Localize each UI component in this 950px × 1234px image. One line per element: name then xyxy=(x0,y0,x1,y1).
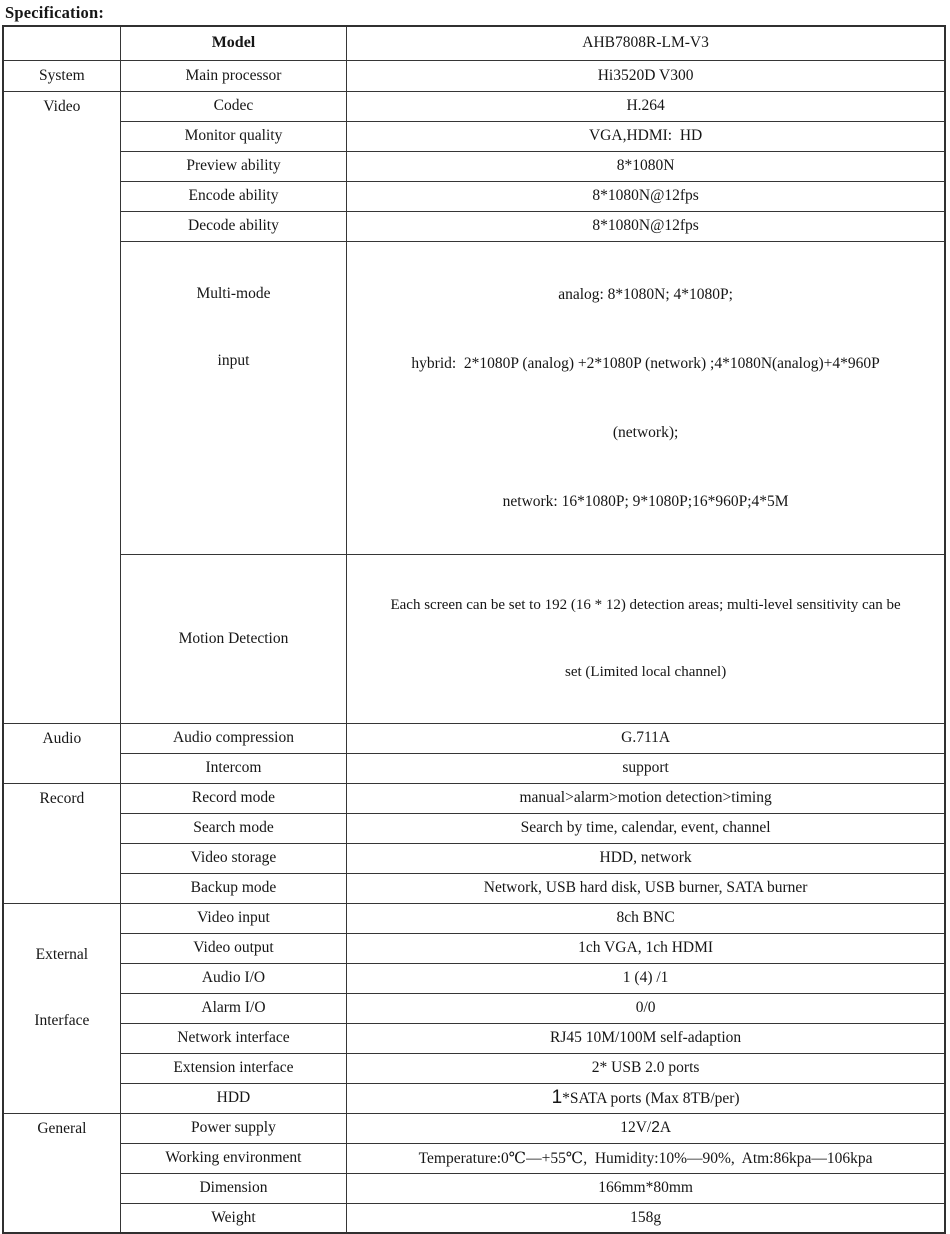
value-cell-decode-ability: 8*1080N@12fps xyxy=(347,211,945,241)
property-cell-preview-ability: Preview ability xyxy=(120,151,346,181)
value-cell-video-storage: HDD, network xyxy=(347,843,945,873)
value-cell-backup-mode: Network, USB hard disk, USB burner, SATA burner xyxy=(347,873,945,903)
value-cell-dimension: 166mm*80mm xyxy=(347,1173,945,1203)
property-cell-multi-mode-input: Multi-mode input xyxy=(120,241,346,554)
value-cell-power-supply: 12V/2A xyxy=(347,1113,945,1143)
value-cell-audio-io: 1 (4) /1 xyxy=(347,963,945,993)
property-cell-model: Model xyxy=(120,26,346,60)
property-cell-hdd: HDD xyxy=(120,1083,346,1113)
table-row-network-interface xyxy=(3,1023,945,1053)
category-cell-record: Record xyxy=(3,783,120,903)
property-cell-monitor-quality: Monitor quality xyxy=(120,121,346,151)
table-row-backup-mode xyxy=(3,873,945,903)
table-row-alarm-io xyxy=(3,993,945,1023)
property-cell-video-storage: Video storage xyxy=(120,843,346,873)
page-title: Specification: xyxy=(5,3,105,22)
property-cell-network-interface: Network interface xyxy=(120,1023,346,1053)
category-cell-audio: Audio xyxy=(3,723,120,783)
table-row-video-storage xyxy=(3,843,945,873)
property-cell-encode-ability: Encode ability xyxy=(120,181,346,211)
property-cell-dimension: Dimension xyxy=(120,1173,346,1203)
table-row-power-supply xyxy=(3,1113,945,1143)
value-cell-model: AHB7808R-LM-V3 xyxy=(347,26,945,60)
value-cell-extension-interface: 2* USB 2.0 ports xyxy=(347,1053,945,1083)
category-cell-external-interface: External Interface xyxy=(3,903,120,1113)
table-row-intercom xyxy=(3,753,945,783)
value-cell-main-processor: Hi3520D V300 xyxy=(347,60,945,91)
table-row-preview-ability xyxy=(3,151,945,181)
category-cell-video: Video xyxy=(3,91,120,723)
table-row-video-output xyxy=(3,933,945,963)
property-cell-main-processor: Main processor xyxy=(120,60,346,91)
property-cell-weight: Weight xyxy=(120,1203,346,1233)
value-cell-hdd: 1*SATA ports (Max 8TB/per) xyxy=(347,1083,945,1113)
table-row-hdd xyxy=(3,1083,945,1113)
value-cell-record-mode: manual>alarm>motion detection>timing xyxy=(347,783,945,813)
property-cell-audio-compression: Audio compression xyxy=(120,723,346,753)
table-row-multi-mode-input xyxy=(3,241,945,554)
value-cell-weight: 158g xyxy=(347,1203,945,1233)
table-row-monitor-quality xyxy=(3,121,945,151)
value-cell-working-environment: Temperature:0℃—+55℃, Humidity:10%—90%, Atm:86kpa—106kpa xyxy=(347,1143,945,1173)
value-cell-video-input: 8ch BNC xyxy=(347,903,945,933)
property-cell-record-mode: Record mode xyxy=(120,783,346,813)
value-cell-multi-mode-input: analog: 8*1080N; 4*1080P; hybrid: 2*1080P (analog) +2*1080P (network) ;4*1080N(analog)+4*960P (network); network: 16*1080P; 9*1080P;16*960P;4*5M xyxy=(347,241,945,554)
property-cell-backup-mode: Backup mode xyxy=(120,873,346,903)
property-cell-working-environment: Working environment xyxy=(120,1143,346,1173)
value-cell-intercom: support xyxy=(347,753,945,783)
property-cell-motion-detection: Motion Detection xyxy=(120,554,346,723)
table-row-decode-ability xyxy=(3,211,945,241)
table-row-audio-compression xyxy=(3,723,945,753)
specification-table xyxy=(2,25,946,1234)
table-row-encode-ability xyxy=(3,181,945,211)
table-row-video-input xyxy=(3,903,945,933)
property-cell-video-output: Video output xyxy=(120,933,346,963)
property-cell-video-input: Video input xyxy=(120,903,346,933)
table-row-model xyxy=(3,26,945,60)
table-row-working-environment xyxy=(3,1143,945,1173)
table-row-record-mode xyxy=(3,783,945,813)
property-cell-search-mode: Search mode xyxy=(120,813,346,843)
value-cell-motion-detection: Each screen can be set to 192 (16 * 12) detection areas; multi-level sensitivity can be set (Limited local channel) xyxy=(347,554,945,723)
value-cell-preview-ability: 8*1080N xyxy=(347,151,945,181)
category-cell-general: General xyxy=(3,1113,120,1233)
value-cell-alarm-io: 0/0 xyxy=(347,993,945,1023)
table-row-dimension xyxy=(3,1173,945,1203)
table-row-motion-detection xyxy=(3,554,945,723)
table-row-search-mode xyxy=(3,813,945,843)
category-cell-empty xyxy=(3,26,120,60)
value-cell-monitor-quality: VGA,HDMI: HD xyxy=(347,121,945,151)
table-row-extension-interface xyxy=(3,1053,945,1083)
table-row-weight xyxy=(3,1203,945,1233)
property-cell-power-supply: Power supply xyxy=(120,1113,346,1143)
property-cell-extension-interface: Extension interface xyxy=(120,1053,346,1083)
value-cell-network-interface: RJ45 10M/100M self-adaption xyxy=(347,1023,945,1053)
property-cell-codec: Codec xyxy=(120,91,346,121)
table-row-audio-io xyxy=(3,963,945,993)
property-cell-decode-ability: Decode ability xyxy=(120,211,346,241)
property-cell-intercom: Intercom xyxy=(120,753,346,783)
specification-document xyxy=(0,3,950,1234)
value-cell-search-mode: Search by time, calendar, event, channel xyxy=(347,813,945,843)
property-cell-alarm-io: Alarm I/O xyxy=(120,993,346,1023)
table-row-codec xyxy=(3,91,945,121)
value-cell-encode-ability: 8*1080N@12fps xyxy=(347,181,945,211)
value-cell-audio-compression: G.711A xyxy=(347,723,945,753)
table-row-main-processor xyxy=(3,60,945,91)
value-cell-codec: H.264 xyxy=(347,91,945,121)
value-cell-video-output: 1ch VGA, 1ch HDMI xyxy=(347,933,945,963)
category-cell-system: System xyxy=(3,60,120,91)
property-cell-audio-io: Audio I/O xyxy=(120,963,346,993)
